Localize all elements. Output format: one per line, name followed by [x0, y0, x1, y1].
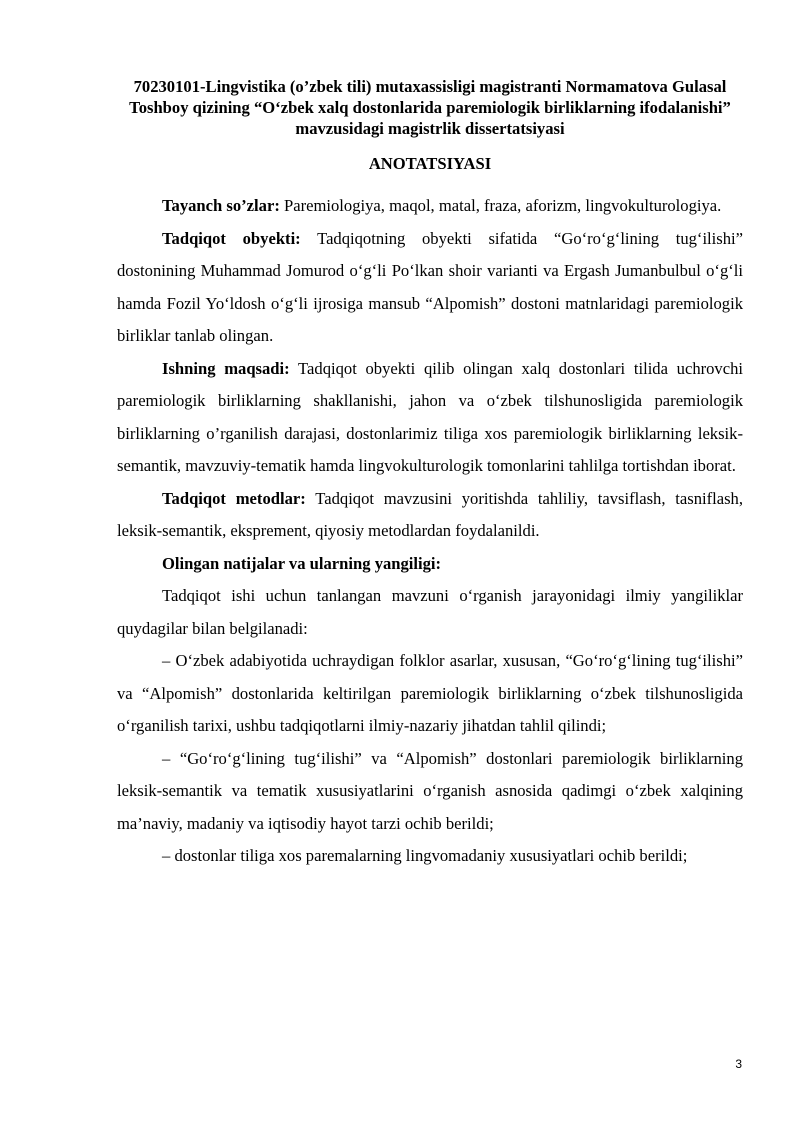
results-item: – “Go‘ro‘g‘lining tug‘ilishi” va “Alpomish” dostonlari paremiologik birliklarning leksik-semantik va tematik xususiyatlarini o‘rganish asnosida qadimgi o‘zbek xalqining ma’naviy, madaniy va iqtisodiy hayot tarzi ochib berildi; [117, 748, 743, 833]
object-paragraph [117, 223, 743, 353]
object-text: Tadqiqotning obyekti sifatida “Go‘ro‘g‘lining tug‘ilishi” dostonining Muhammad Jomurod o‘g‘li Po‘lkan shoir varianti va Ergash Jumanbulbul o‘g‘li hamda Fozil Yo‘ldosh o‘g‘li ijrosiga mansub “Alpomish” dostoni matnlaridagi paremiologik birliklar tanlab olingan. [117, 228, 743, 345]
methods-text: Tadqiqot mavzusini yoritishda tahliliy, tavsiflash, tasniflash, leksik-semantik, ekspremеnt, qiyosiy metodlardan foydalanildi. [117, 488, 744, 540]
object-label: Tadqiqot obyekti: [162, 228, 301, 248]
keywords-paragraph [117, 190, 743, 223]
keywords-label: Tayanch so’zlar: [162, 196, 280, 215]
aim-text: Tadqiqot obyekti qilib olingan xalq dostonlari tilida uchrovchi paremiologik birliklarning shakllanishi, jahon va o‘zbek tilshunosligida paremiologik birliklarning o’rganilish darajasi, dostonlarimiz tiliga xos paremiologik birliklarning leksik-semantik, mavzuviy-tematik hamda lingvokulturologik tomonlarini tahlilga tortishdan iborat. [117, 358, 744, 475]
aim-label: Ishning maqsadi: [162, 358, 290, 378]
results-item: – O‘zbek adabiyotida uchraydigan folklor asarlar, xususan, “Go‘ro‘g‘lining tug‘ilishi” va “Alpomish” dostonlarida keltirilgan paremiologik birliklarning o‘zbek tilshunosligida o‘rganilish tarixi, ushbu tadqiqotlarni ilmiy-nazariy jihatdan tahlil qilindi; [117, 651, 743, 735]
aim-paragraph [117, 353, 743, 483]
page-number: 3 [735, 1057, 742, 1071]
methods-label: Tadqiqot metodlar: [162, 488, 306, 508]
results-intro: Tadqiqot ishi uchun tanlangan mavzuni o‘rganish jarayonidagi ilmiy yangiliklar quydagilar bilan belgilanadi: [117, 586, 743, 638]
methods-paragraph [117, 483, 743, 548]
document-page [117, 76, 743, 873]
results-item: – dostonlar tiliga xos paremalarning lingvomadaniy xususiyatlari ochib berildi; [162, 846, 688, 865]
keywords-text: Paremiologiya, maqol, matal, fraza, aforizm, lingvokulturologiya. [279, 196, 722, 215]
document-title: 70230101-Lingvistika (o’zbek tili) mutaxassisligi magistranti Normamatova Gulasal Toshboy qizining “O‘zbek xalq dostonlarida paremiologik birliklarning ifodalanishi” mavzusidagi magistrlik dissertatsiyasi [129, 77, 731, 138]
results-heading: Olingan natijalar va ularning yangiligi: [162, 553, 442, 573]
document-subtitle: ANOTATSIYASI [368, 154, 492, 173]
